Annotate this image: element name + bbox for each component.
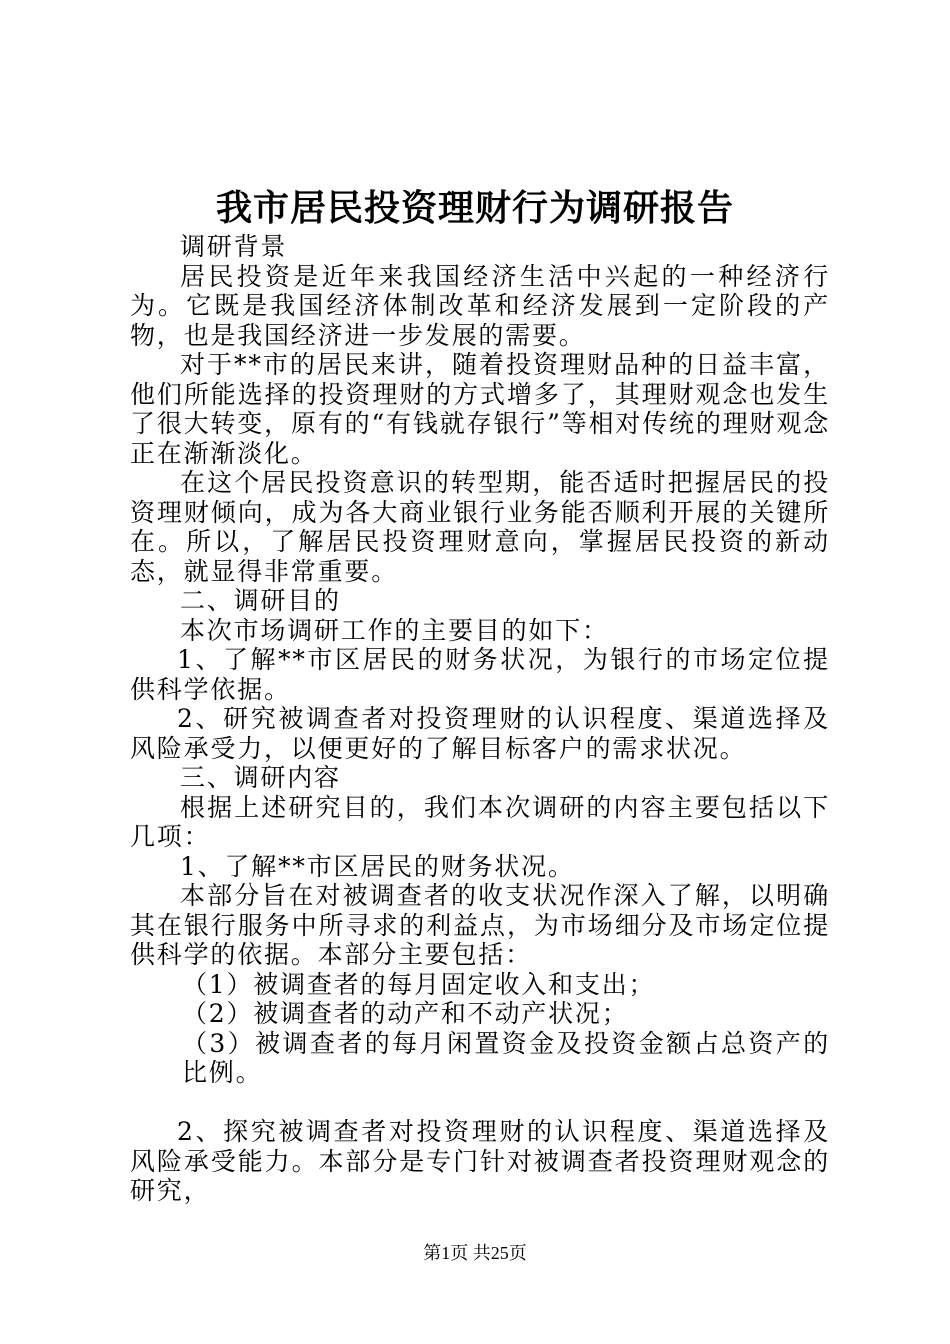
blank-line [130,1088,830,1118]
paragraph-research-background: 调研背景 [180,232,288,261]
footer-page-number: 1 [441,1243,451,1263]
paragraph-content-item-1: 1、了解**市区居民的财务状况。 [180,851,575,881]
paragraph-content-item-2: 2、探究被调查者对投资理财的认识程度、渠道选择及风险承受能力。本部分是专门针对被调查者投资理财观念的研究， [130,1117,830,1205]
list-item-2: （2）被调查者的动产和不动产状况； [182,999,629,1028]
document-body [130,232,830,1206]
page-footer [0,1242,950,1264]
document-title: 我市居民投资理财行为调研报告 [215,187,734,229]
paragraph-background-1: 居民投资是近年来我国经济生活中兴起的一种经济行为。它既是我国经济体制改革和经济发展到一定阶段的产物，也是我国经济进一步发展的需要。 [130,261,830,350]
list-item-3: （3）被调查者的每月闲置资金及投资金额占总资产的比例。 [182,1028,830,1087]
paragraph-background-2: 对于**市的居民来讲，随着投资理财品种的日益丰富，他们所能选择的投资理财的方式增多了，其理财观念也发生了很大转变，原有的“有钱就存银行”等相对传统的理财观念正在渐渐淡化。 [130,350,830,468]
section-heading-content: 三、调研内容 [180,763,341,792]
footer-page-suffix: 页 [508,1243,527,1263]
footer-page-mid: 页 共 [450,1243,491,1263]
paragraph-purpose-item-2: 2、研究被调查者对投资理财的认识程度、渠道选择及风险承受力，以便更好的了解目标客户的需求状况。 [130,704,830,763]
list-item-1: （1）被调查者的每月固定收入和支出； [182,969,656,999]
footer-page-prefix: 第 [423,1243,442,1263]
paragraph-purpose-item-1: 1、了解**市区居民的财务状况，为银行的市场定位提供科学依据。 [130,645,830,704]
section-heading-purpose: 二、调研目的 [180,586,341,615]
paragraph-purpose-intro: 本次市场调研工作的主要目的如下： [180,615,609,645]
footer-page-total: 25 [490,1243,509,1263]
paragraph-content-intro: 根据上述研究目的，我们本次调研的内容主要包括以下几项： [130,792,830,851]
paragraph-content-item-1-detail: 本部分旨在对被调查者的收支状况作深入了解，以明确其在银行服务中所寻求的利益点，为市场细分及市场定位提供科学的依据。本部分主要包括： [130,881,830,969]
paragraph-background-3: 在这个居民投资意识的转型期，能否适时把握居民的投资理财倾向，成为各大商业银行业务能否顺利开展的关键所在。所以，了解居民投资理财意向，掌握居民投资的新动态，就显得非常重要。 [130,468,830,586]
